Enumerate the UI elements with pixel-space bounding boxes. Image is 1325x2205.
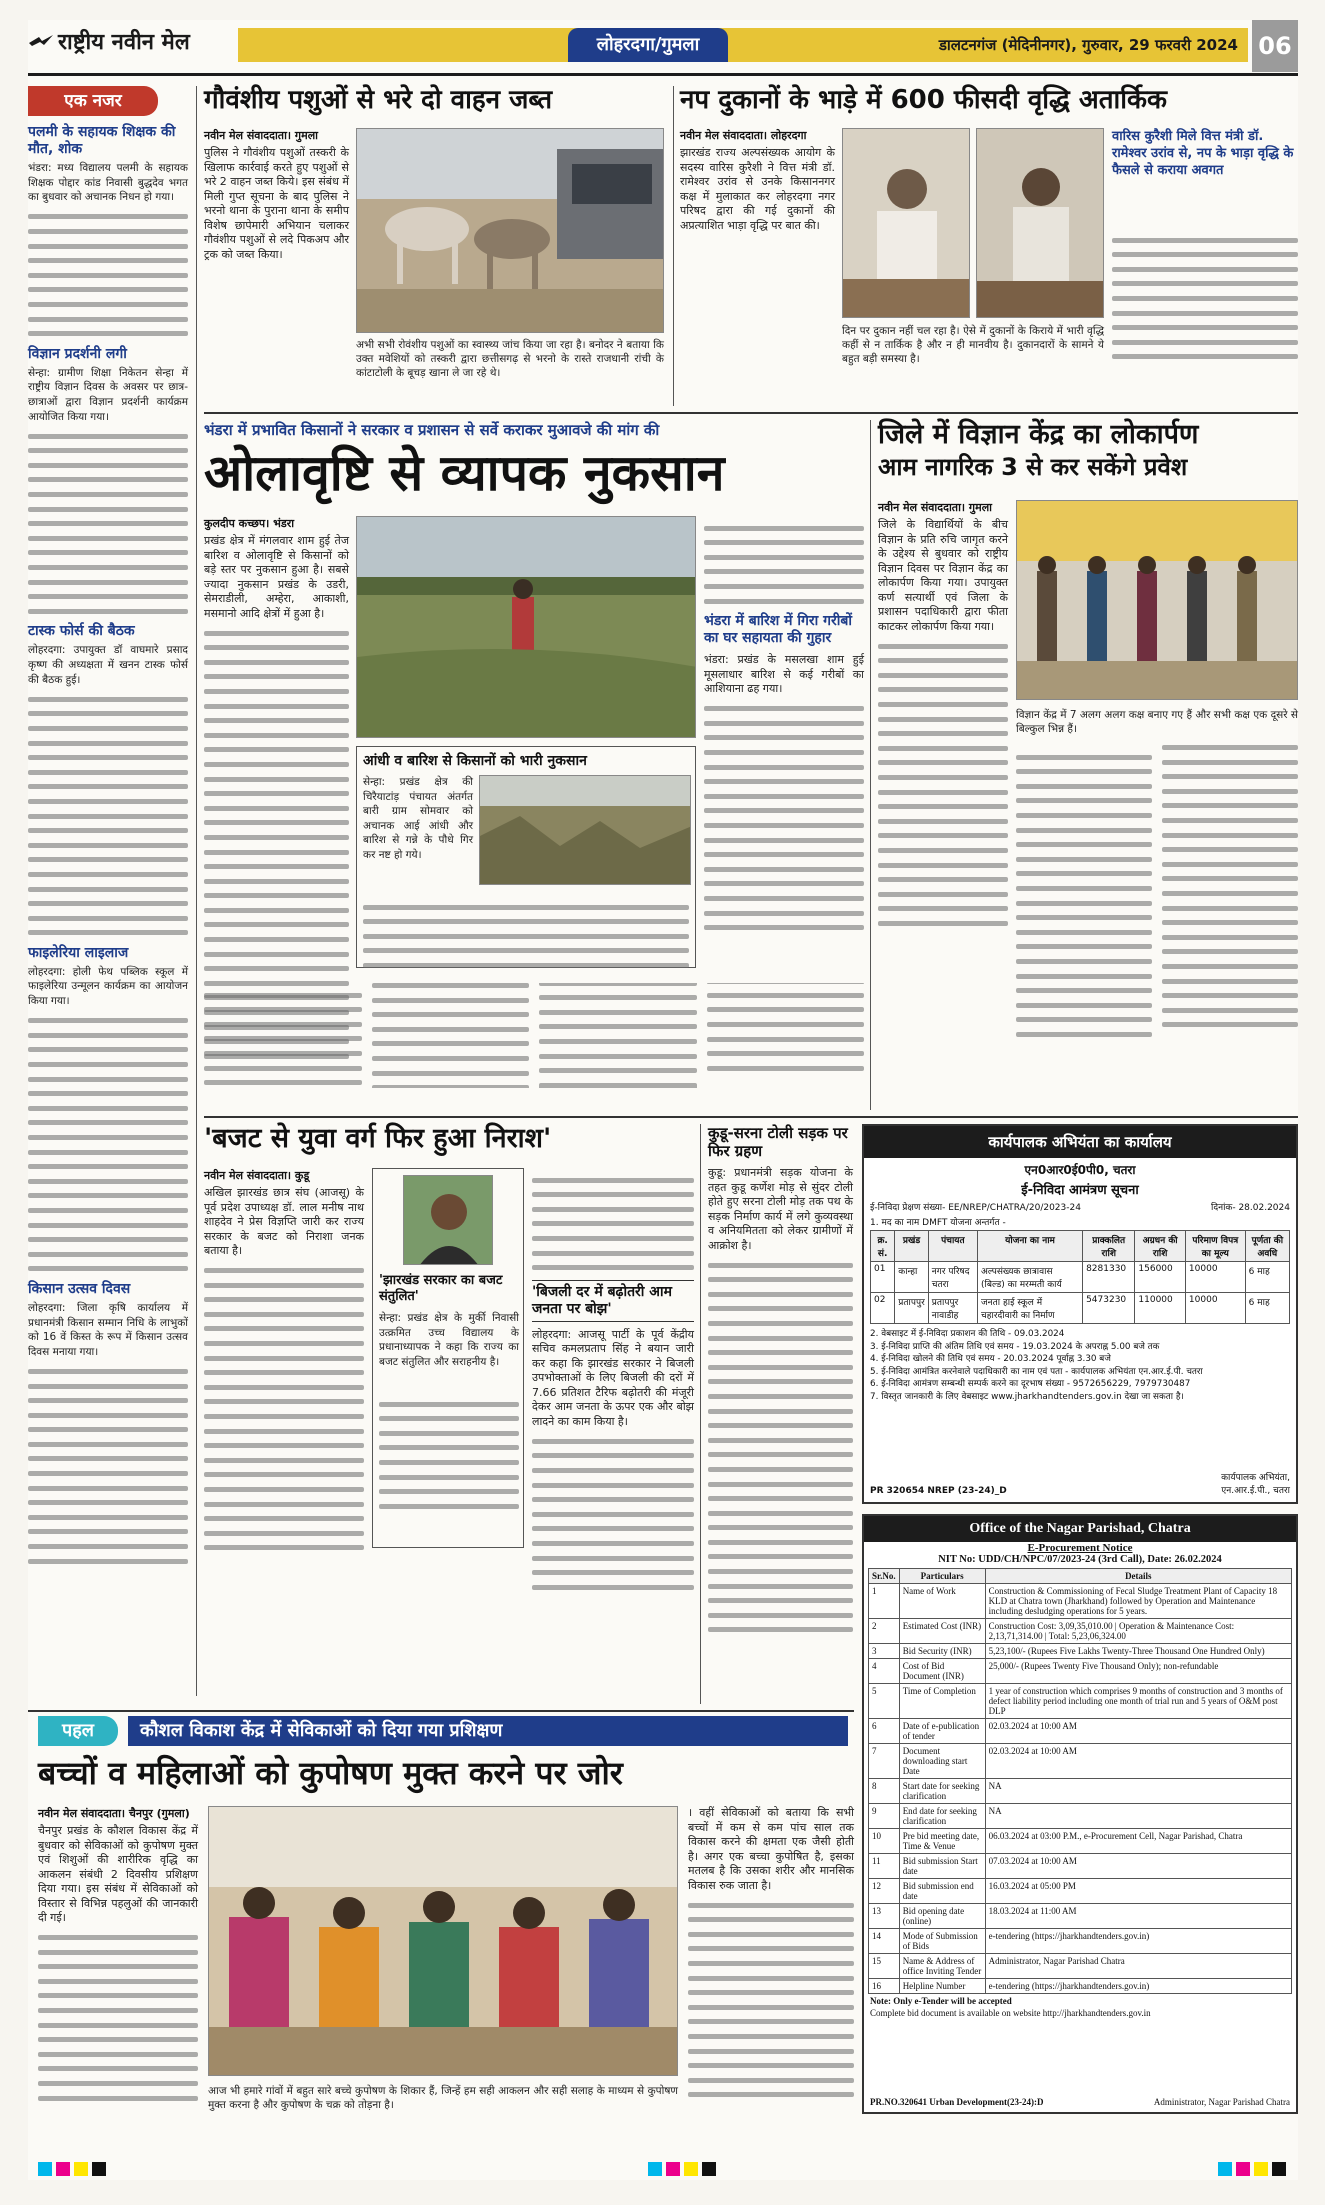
article-science bbox=[878, 420, 1298, 1110]
nutrition-caption: आज भी हमारे गांवों में बहुत सारे बच्चे कुपोषण के शिकार हैं, जिन्हें हम सही आकलन और सही सलाह के माध्यम से कुपोषण मुक्त करना है और कुपोषण के चक्र को तोड़ना है। bbox=[208, 2085, 678, 2111]
brief-1 bbox=[28, 124, 188, 336]
cattle-body bbox=[204, 128, 349, 262]
nutrition-right-col bbox=[688, 1806, 854, 2107]
section-rule bbox=[204, 412, 1298, 414]
column-divider bbox=[700, 1124, 701, 1704]
table-cell: Mode of Submission of Bids bbox=[899, 1929, 985, 1954]
notice-term-line: 7. विस्तृत जानकारी के लिए वेबसाइट www.jharkhandtenders.gov.in देखा जा सकता है। bbox=[870, 1391, 1184, 1402]
notice-nit: NIT No: UDD/CH/NPC/07/2023-24 (3rd Call), Date: 26.02.2024 bbox=[938, 1554, 1222, 1565]
table-cell: 7 bbox=[869, 1744, 900, 1779]
notice-signature: Administrator, Nagar Parishad Chatra bbox=[1153, 2097, 1290, 2107]
table-row bbox=[869, 1619, 1292, 1644]
subhead-science: आम नागरिक 3 से कर सकेंगे प्रवेश bbox=[878, 452, 1188, 481]
table-row bbox=[871, 1262, 1290, 1293]
budget-inset-box bbox=[372, 1168, 524, 1548]
table-cell: 14 bbox=[869, 1929, 900, 1954]
budget-right-col bbox=[532, 1168, 694, 1599]
notice-signature: कार्यपालक अभियंता, एन.आर.ई.पी., चतरा bbox=[1221, 1473, 1290, 1496]
hail-sub-headline: भंडरा में बारिश में गिरा गरीबों का घर सहायता की गुहार bbox=[704, 613, 853, 647]
table-cell: Bid submission Start date bbox=[899, 1854, 985, 1879]
table-row bbox=[869, 1744, 1292, 1779]
brief-text-lines bbox=[28, 434, 188, 614]
brief-text-lines bbox=[28, 697, 188, 936]
science-caption: विज्ञान केंद्र में 7 अलग अलग कक्ष बनाए गए हैं और सभी कक्ष एक दूसरे से बिल्कुल भिन्न हैं। bbox=[1016, 709, 1298, 735]
table-row bbox=[871, 1293, 1290, 1324]
field-photo-image bbox=[357, 517, 696, 738]
lead-text: चैनपुर प्रखंड के कौशल विकास केंद्र में बुधवार को सेविकाओं को कुपोषण मुक्त एवं शिशुओं की शारीरिक वृद्धि का आकलन संबंधी 2 दिवसीय प्रशिक्षण दिया गया। इस संबंध में सेविकाओं को विस्तार से विभिन्न पहलुओं की जानकारी दी गई। bbox=[38, 1824, 198, 1924]
brief-text: लोहरदगा: होली फेथ पब्लिक स्कूल में फाइलेरिया उन्मूलन कार्यक्रम का आयोजन किया गया। bbox=[28, 965, 188, 1008]
table-header-cell: अग्रधन की राशि bbox=[1135, 1231, 1186, 1262]
brief-text: सेन्हा: ग्रामीण शिक्षा निकेतन सेन्हा में राष्ट्रीय विज्ञान दिवस के अवसर पर छात्र-छात्राओं द्वारा विज्ञान प्रदर्शनी कार्यक्रम आयोजित किया गया। bbox=[28, 366, 188, 423]
cattle-photo-image bbox=[357, 129, 664, 333]
brief-4 bbox=[28, 945, 188, 1271]
table-cell: 13 bbox=[869, 1904, 900, 1929]
notice-date: दिनांक- 28.02.2024 bbox=[1211, 1203, 1290, 1213]
table-header-cell: योजना का नाम bbox=[978, 1231, 1083, 1262]
headline-science: जिले में विज्ञान केंद्र का लोकार्पण bbox=[878, 419, 1199, 450]
left-briefs-column bbox=[28, 86, 188, 1756]
table-cell: 8 bbox=[869, 1779, 900, 1804]
table-cell: 02 bbox=[871, 1293, 895, 1324]
article-rent bbox=[680, 86, 1298, 406]
table-row bbox=[869, 1584, 1292, 1619]
science-more-text bbox=[1016, 742, 1298, 1042]
table-cell: Construction & Commissioning of Fecal Sludge Treatment Plant of Capacity 18 KLD at Chatra town (Jharkhand) followed by Operation and Maintenance including desludging operations for 5 years. bbox=[985, 1584, 1291, 1619]
table-header-cell: परिमाण विपत्र का मूल्य bbox=[1185, 1231, 1245, 1262]
brief-text-lines bbox=[28, 1018, 188, 1271]
notice-term-line: 4. ई-निविदा खोलने की तिथि एवं समय - 20.03.2024 पूर्वाह्न 3.30 बजे bbox=[870, 1354, 1111, 1364]
table-cell: 02.03.2024 at 10:00 AM bbox=[985, 1719, 1291, 1744]
lead-text: झारखंड राज्य अल्पसंख्यक आयोग के सदस्य वारिस कुरैशी ने वित्त मंत्री डॉ. रामेश्वर उरांव से उनके किसाननगर कक्ष में मुलाकात कर लोहरदगा नगर परिषद द्वारा की गई दुकानों की अप्रत्याशित भाड़ा वृद्धि पर बात की। bbox=[680, 146, 835, 232]
damaged-crop-photo-image bbox=[480, 776, 691, 885]
page-number: 06 bbox=[1252, 20, 1298, 72]
notice-term-line: 2. वेबसाइट में ई-निविदा प्रकाशन की तिथि - 09.03.2024 bbox=[870, 1329, 1065, 1339]
table-cell: NA bbox=[985, 1779, 1291, 1804]
cattle-caption: अभी सभी रोवंशीय पशुओं का स्वास्थ्य जांच किया जा रहा है। बनोदर ने बताया कि उक्त मवेशियों को तस्करी द्वारा छत्तीसगढ़ से भरनो के रास्ते राजधानी रांची के कांटाटोली के बूचड़ खाना ले जा रहे थे। bbox=[356, 339, 664, 379]
table-cell: 16.03.2024 at 05:00 PM bbox=[985, 1879, 1291, 1904]
table-cell: अल्पसंख्यक छात्रावास (बिल्ड) का मरम्मती कार्य bbox=[978, 1262, 1083, 1293]
budget-inset-headline: 'झारखंड सरकार का बजट संतुलित' bbox=[379, 1273, 503, 1304]
budget-body bbox=[204, 1168, 364, 1560]
brief-title: पलमी के सहायक शिक्षक की मौत, शोक bbox=[28, 124, 176, 157]
table-cell: नगर परिषद चतरा bbox=[928, 1262, 977, 1293]
rent-body bbox=[680, 128, 835, 233]
table-row bbox=[869, 1644, 1292, 1659]
table-cell: 6 माह bbox=[1245, 1293, 1289, 1324]
table-header-cell: Particulars bbox=[899, 1569, 985, 1584]
table-cell: Cost of Bid Document (INR) bbox=[899, 1659, 985, 1684]
inset-text: सेन्हा: प्रखंड क्षेत्र की चिरैयाटांड़ पंचायत अंतर्गत बारी ग्राम सोमवार को अचानक आई आंधी और बारिश से गन्ने के पौधे गिर कर नष्ट हो गये। bbox=[363, 776, 473, 861]
brief-title: विज्ञान प्रदर्शनी लगी bbox=[28, 345, 127, 362]
byline: नवीन मेल संवाददाता। गुमला bbox=[878, 501, 992, 514]
table-cell: 8281330 bbox=[1083, 1262, 1135, 1293]
print-registration-bar bbox=[28, 2158, 1298, 2180]
table-cell: End date for seeking clarification bbox=[899, 1804, 985, 1829]
table-cell: 02.03.2024 at 10:00 AM bbox=[985, 1744, 1291, 1779]
article-nutrition bbox=[38, 1806, 854, 2151]
rent-photo-2 bbox=[976, 128, 1104, 318]
table-cell: Bid opening date (online) bbox=[899, 1904, 985, 1929]
section-label: लोहरदगा/गुमला bbox=[568, 28, 728, 62]
table-cell: NA bbox=[985, 1804, 1291, 1829]
brief-title: फाइलेरिया लाइलाज bbox=[28, 944, 129, 961]
table-header-cell: प्राक्कलित राशि bbox=[1083, 1231, 1135, 1262]
nutrition-photo bbox=[208, 1806, 678, 2076]
rent-more-text bbox=[1112, 228, 1298, 369]
brief-text-lines bbox=[28, 1369, 188, 1564]
brief-title: किसान उत्सव दिवस bbox=[28, 1280, 131, 1297]
byline: नवीन मेल संवाददाता। गुमला bbox=[204, 129, 318, 142]
budget-inset-text: सेन्हा: प्रखंड क्षेत्र के मुर्की निवासी उत्क्रमित उच्च विद्यालय के प्रधानाध्यापक ने कहा कि राज्य का बजट संतुलित और सराहनीय है। bbox=[379, 1312, 519, 1368]
byline: कुलदीप कच्छप। भंडरा bbox=[204, 517, 295, 530]
headline-rent: नप दुकानों के भाड़े में 600 फीसदी वृद्धि अतार्किक bbox=[680, 85, 1167, 115]
table-cell: 3 bbox=[869, 1644, 900, 1659]
table-cell: 2 bbox=[869, 1619, 900, 1644]
notice-ref: ई-निविदा प्रेक्षण संख्या- EE/NREP/CHATRA/20/2023-24 bbox=[870, 1203, 1081, 1213]
meeting-photo-image bbox=[977, 129, 1104, 318]
table-cell: प्रतापपुर नावाडीह bbox=[928, 1293, 977, 1324]
table-header-cell: क्र. सं. bbox=[871, 1231, 895, 1262]
notice-subtitle: E-Procurement Notice bbox=[1027, 1542, 1133, 1554]
table-cell: 07.03.2024 at 10:00 AM bbox=[985, 1854, 1291, 1879]
notice-term-line: 3. ई-निविदा प्राप्ति की अंतिम तिथि एवं समय - 19.03.2024 के अपराह्न 5.00 बजे तक bbox=[870, 1341, 1160, 1352]
table-cell: 9 bbox=[869, 1804, 900, 1829]
portrait-photo-image bbox=[404, 1176, 493, 1265]
table-row bbox=[869, 1684, 1292, 1719]
brief-text: भंडरा: मध्य विद्यालय पलमी के सहायक शिक्षक पोद्दार कांड निवासी बुद्धदेव भगत का बुधवार को अचानक निधन हो गया। bbox=[28, 162, 188, 204]
table-cell: 4 bbox=[869, 1659, 900, 1684]
byline: नवीन मेल संवाददाता। चैनपुर (गुमला) bbox=[38, 1807, 190, 1820]
table-row bbox=[869, 1779, 1292, 1804]
brief-text: लोहरदगा: जिला कृषि कार्यालय में प्रधानमंत्री किसान सम्मान निधि के लाभुकों को 16 वें किस्त के रूप में किसान उत्सव दिवस मनाया गया। bbox=[28, 1301, 188, 1358]
brief-title: टास्क फोर्स की बैठक bbox=[28, 623, 135, 640]
column-divider bbox=[673, 86, 674, 406]
table-cell: Administrator, Nagar Parishad Chatra bbox=[985, 1954, 1291, 1979]
table-cell: जनता हाई स्कूल में चहारदीवारी का निर्माण bbox=[978, 1293, 1083, 1324]
table-row bbox=[869, 1659, 1292, 1684]
table-row bbox=[869, 1979, 1292, 1994]
table-cell: 5,23,100/- (Rupees Five Lakhs Twenty-Three Thousand One Hundred Only) bbox=[985, 1644, 1291, 1659]
column-divider bbox=[870, 420, 871, 1110]
notice-pr: PR.NO.320641 Urban Development(23-24):D bbox=[870, 2097, 1044, 2107]
notice-terms bbox=[864, 1324, 1296, 1407]
byline: नवीन मेल संवाददाता। कुडू bbox=[204, 1169, 310, 1182]
section-rule bbox=[204, 1116, 1298, 1118]
person-photo bbox=[403, 1175, 493, 1265]
hail-bottom-text bbox=[204, 980, 864, 1088]
road-text: कुडू: प्रधानमंत्री सड़क योजना के तहत कुडू कर्णेश मोड़ से सुंदर टोली होते हुए सरना टोली मोड़ तक पथ के सड़क निर्माण कार्य में लगे कुव्यवस्था व अनियमितता को लेकर ग्रामीणों में आक्रोश है। bbox=[708, 1166, 853, 1252]
rent-caption: दिन पर दुकान नहीं चल रहा है। ऐसे में दुकानों के किराये में भारी वृद्धि कहीं से न तार्किक है और न ही मानवीय है। दुकानदारों के सामने ये बहुत बड़ी समस्या है। bbox=[842, 325, 1104, 365]
article-hail bbox=[204, 420, 864, 1110]
table-cell: Bid submission end date bbox=[899, 1879, 985, 1904]
table-cell: प्रतापपुर bbox=[895, 1293, 929, 1324]
brief-5 bbox=[28, 1281, 188, 1564]
table-cell: Construction Cost: 3,09,35,010.00 | Operation & Maintenance Cost: 2,13,71,314.00 | Total: 5,23,06,324.00 bbox=[985, 1619, 1291, 1644]
table-cell: 6 माह bbox=[1245, 1262, 1289, 1293]
column-divider bbox=[196, 86, 197, 1696]
headline-cattle: गौवंशीय पशुओं से भरे दो वाहन जब्त bbox=[204, 85, 553, 115]
inset-headline: आंधी व बारिश से किसानों को भारी नुकसान bbox=[363, 753, 587, 769]
hail-field-photo bbox=[356, 516, 696, 738]
table-cell: Date of e-publication of tender bbox=[899, 1719, 985, 1744]
table-cell: 5473230 bbox=[1083, 1293, 1135, 1324]
masthead bbox=[28, 20, 1298, 76]
headline-budget: 'बजट से युवा वर्ग फिर हुआ निराश' bbox=[204, 1123, 552, 1154]
notice-pr: PR 320654 NREP (23-24)_D bbox=[870, 1486, 1007, 1496]
notice-subtitle: एन0आर0ई0पी0, चतरा bbox=[1024, 1163, 1136, 1177]
ek-nazar-label: एक नजर bbox=[28, 86, 158, 116]
hail-kicker: भंडरा में प्रभावित किसानों ने सरकार व प्रशासन से सर्वे कराकर मुआवजे की मांग की bbox=[204, 421, 660, 439]
headline-hail: ओलावृष्टि से व्यापक नुकसान bbox=[204, 444, 725, 502]
brief-3 bbox=[28, 623, 188, 935]
table-header-cell: Sr.No. bbox=[869, 1569, 900, 1584]
table-row bbox=[869, 1829, 1292, 1854]
table-header-cell: पंचायत bbox=[928, 1231, 977, 1262]
notice-scheme: 1. मद का नाम DMFT योजना अन्तर्गत - bbox=[870, 1218, 1006, 1228]
training-photo-image bbox=[209, 1807, 678, 2076]
bird-logo-icon bbox=[28, 33, 54, 51]
headline-nutrition: बच्चों व महिलाओं को कुपोषण मुक्त करने पर जोर bbox=[38, 1754, 623, 1792]
table-cell: 06.03.2024 at 03:00 P.M., e-Procurement Cell, Nagar Parishad, Chatra bbox=[985, 1829, 1291, 1854]
rent-pull-quote: वारिस कुरैशी मिले वित्त मंत्री डॉ. रामेश्वर उरांव से, नप के भाड़ा वृद्धि के फैसले से कराया अवगत bbox=[1112, 129, 1294, 178]
nutrition-more-text: । वहीं सेविकाओं को बताया कि सभी बच्चों में कम से कम पांच साल तक विकास करने की क्षमता एक जैसी होती है। अगर एक बच्चा कुपोषित है, इसका मतलब है कि उसका शरीर और मानसिक विकास रुक जाता है। bbox=[688, 1806, 854, 1892]
table-cell: 10000 bbox=[1185, 1293, 1245, 1324]
table-row bbox=[869, 1879, 1292, 1904]
table-cell: 1 bbox=[869, 1584, 900, 1619]
table-cell: e-tendering (https://jharkhandtenders.gov.in) bbox=[985, 1979, 1291, 1994]
article-budget bbox=[204, 1124, 694, 1704]
table-cell: 11 bbox=[869, 1854, 900, 1879]
table-cell: 1 year of construction which comprises 9 months of construction and 3 months of defect liability period including one month of trial run and 5 years of O&M post DLP bbox=[985, 1684, 1291, 1719]
article-cattle bbox=[204, 86, 666, 406]
pehal-label: पहल bbox=[38, 1716, 118, 1746]
table-cell: Time of Completion bbox=[899, 1684, 985, 1719]
table-row bbox=[869, 1804, 1292, 1829]
table-cell: 25,000/- (Rupees Twenty Five Thousand Only); non-refundable bbox=[985, 1659, 1291, 1684]
table-row bbox=[869, 1854, 1292, 1879]
notice-heading: ई-निविदा आमंत्रण सूचना bbox=[1021, 1183, 1139, 1198]
notice-nagar-parishad bbox=[862, 1514, 1298, 2114]
notice-note-2: Complete bid document is available on website http://jharkhandtenders.gov.in bbox=[870, 2008, 1151, 2018]
rent-photo-1 bbox=[842, 128, 970, 318]
table-cell: कान्हा bbox=[895, 1262, 929, 1293]
brief-2 bbox=[28, 346, 188, 614]
notice-title: कार्यपालक अभियंता का कार्यालय bbox=[864, 1126, 1296, 1158]
meeting-photo-image bbox=[843, 129, 970, 318]
article-road bbox=[708, 1124, 853, 1704]
table-cell: 18.03.2024 at 11:00 AM bbox=[985, 1904, 1291, 1929]
hail-inset-box bbox=[356, 746, 696, 968]
table-cell: 5 bbox=[869, 1684, 900, 1719]
lead-text: जिले के विद्यार्थियों के बीच विज्ञान के प्रति रुचि जागृत करने के उद्देश्य से बुधवार को राष्ट्रीय विज्ञान दिवस पर विज्ञान केंद्र का लोकार्पण किया गया। उपायुक्त कर्ण सत्यार्थी एवं जिला के प्रशासन पदाधिकारी द्वारा फीता काटकर लोकार्पण किया गया। bbox=[878, 518, 1008, 633]
tender-table bbox=[870, 1230, 1290, 1324]
paper-logo bbox=[28, 26, 190, 56]
tender-table bbox=[868, 1568, 1292, 1994]
lead-text: अखिल झारखंड छात्र संघ (आजसू) के पूर्व प्रदेश उपाध्यक्ष डॉ. लाल मनीष नाथ शाहदेव ने प्रेस विज्ञप्ति जारी कर राज्य सरकार के बजट को निराशा जनक बताया है। bbox=[204, 1186, 364, 1257]
table-cell: 12 bbox=[869, 1879, 900, 1904]
table-cell: 01 bbox=[871, 1262, 895, 1293]
headline-road: कुडू-सरना टोली सड़क पर फिर ग्रहण bbox=[708, 1124, 848, 1160]
brief-text: लोहरदगा: उपायुक्त डॉ वाघमारे प्रसाद कृष्ण की अध्यक्षता में खनन टास्क फोर्स की बैठक हुई। bbox=[28, 644, 188, 686]
nutrition-kicker: कौशल विकाश केंद्र में सेविकाओं को दिया गया प्रशिक्षण bbox=[128, 1716, 848, 1746]
dateline: डालटनगंज (मेदिनीनगर), गुरुवार, 29 फरवरी 2024 bbox=[938, 36, 1238, 54]
table-cell: Name of Work bbox=[899, 1584, 985, 1619]
newspaper-page bbox=[28, 20, 1298, 2180]
table-row bbox=[869, 1719, 1292, 1744]
table-cell: Name & Address of office Inviting Tender bbox=[899, 1954, 985, 1979]
table-row bbox=[869, 1929, 1292, 1954]
hail-right-col bbox=[704, 516, 864, 940]
lead-text: प्रखंड क्षेत्र में मंगलवार शाम हुई तेज बारिश व ओलावृष्टि से किसानों को बड़े स्तर पर नुकसान हुआ है। सबसे ज्यादा नुकसान प्रखंड के उडरी, सेमराडीली, अम्हेरा, आकाशी, मसमानो आदि क्षेत्रों में हुआ है। bbox=[204, 534, 349, 620]
inset-photo bbox=[479, 775, 691, 885]
brief-text-lines bbox=[28, 214, 188, 336]
nutrition-body bbox=[38, 1806, 198, 2110]
table-cell: 10 bbox=[869, 1829, 900, 1854]
cattle-photo bbox=[356, 128, 664, 333]
notice-term-line: 6. ई-निविदा आमंत्रण सम्बन्धी सम्पर्क करने का दूरभाष संख्या - 9572656229, 7979730487 bbox=[870, 1379, 1191, 1389]
table-cell: Bid Security (INR) bbox=[899, 1644, 985, 1659]
notice-note: Note: Only e-Tender will be accepted bbox=[870, 1996, 1012, 2006]
budget-sub-text: लोहरदगा: आजसू पार्टी के पूर्व केंद्रीय सचिव कमलप्रताप सिंह ने बयान जारी कर कहा कि झारखंड सरकार ने बिजली उपभोक्ताओं के लिए बिजली की दरों में 7.66 प्रतिशत टैरिफ बढ़ोतरी की मंजूरी देकर आम जनता के ऊपर एक और बोझ लादने का काम किया है। bbox=[532, 1327, 694, 1428]
table-header-cell: प्रखंड bbox=[895, 1231, 929, 1262]
budget-sub-headline: 'बिजली दर में बढ़ोतरी आम जनता पर बोझ' bbox=[532, 1280, 694, 1322]
table-cell: Pre bid meeting date, Time & Venue bbox=[899, 1829, 985, 1854]
table-cell: Estimated Cost (INR) bbox=[899, 1619, 985, 1644]
table-cell: 6 bbox=[869, 1719, 900, 1744]
table-cell: 156000 bbox=[1135, 1262, 1186, 1293]
table-cell: 110000 bbox=[1135, 1293, 1186, 1324]
table-header-cell: Details bbox=[985, 1569, 1291, 1584]
notice-executive-engineer bbox=[862, 1124, 1298, 1504]
notice-term-line: 5. ई-निविदा आमंत्रित करनेवाले पदाधिकारी का नाम एवं पता - कार्यपालक अभियंता एन.आर.ई.पी. चतरा bbox=[870, 1366, 1203, 1377]
hail-sub-text: भंडरा: प्रखंड के मसलखा शाम हुई मूसलाधार बारिश से कई गरीबों का आशियाना ढह गया। bbox=[704, 653, 864, 696]
table-cell: Start date for seeking clarification bbox=[899, 1779, 985, 1804]
table-header-cell: पूर्णता की अवधि bbox=[1245, 1231, 1289, 1262]
byline: नवीन मेल संवाददाता। लोहरदगा bbox=[680, 129, 807, 142]
table-cell: 10000 bbox=[1185, 1262, 1245, 1293]
table-cell: e-tendering (https://jharkhandtenders.gov.in) bbox=[985, 1929, 1291, 1954]
table-cell: 15 bbox=[869, 1954, 900, 1979]
table-cell: Helpline Number bbox=[899, 1979, 985, 1994]
table-cell: Document downloading start Date bbox=[899, 1744, 985, 1779]
table-row bbox=[869, 1904, 1292, 1929]
paper-name: राष्ट्रीय नवीन मेल bbox=[58, 29, 190, 55]
notice-title: Office of the Nagar Parishad, Chatra bbox=[864, 1516, 1296, 1542]
science-body bbox=[878, 500, 1008, 935]
lead-text: पुलिस ने गौवंशीय पशुओं तस्करी के खिलाफ कार्रवाई करते हुए पशुओं से भरे 2 वाहन जब्त किये। इस संबंध में मिली गुप्त सूचना के बाद पुलिस ने भरनो थाना के पुराना थाना के समीप विशेष छापेमारी अभियान चलाकर गौवंशीय पशुओं से लदे पिकअप और ट्रक को जब्त किया। bbox=[204, 146, 349, 261]
science-photo bbox=[1016, 500, 1298, 700]
table-cell: 16 bbox=[869, 1979, 900, 1994]
section-rule bbox=[28, 1710, 854, 1712]
inauguration-photo-image bbox=[1017, 501, 1298, 700]
table-row bbox=[869, 1954, 1292, 1979]
